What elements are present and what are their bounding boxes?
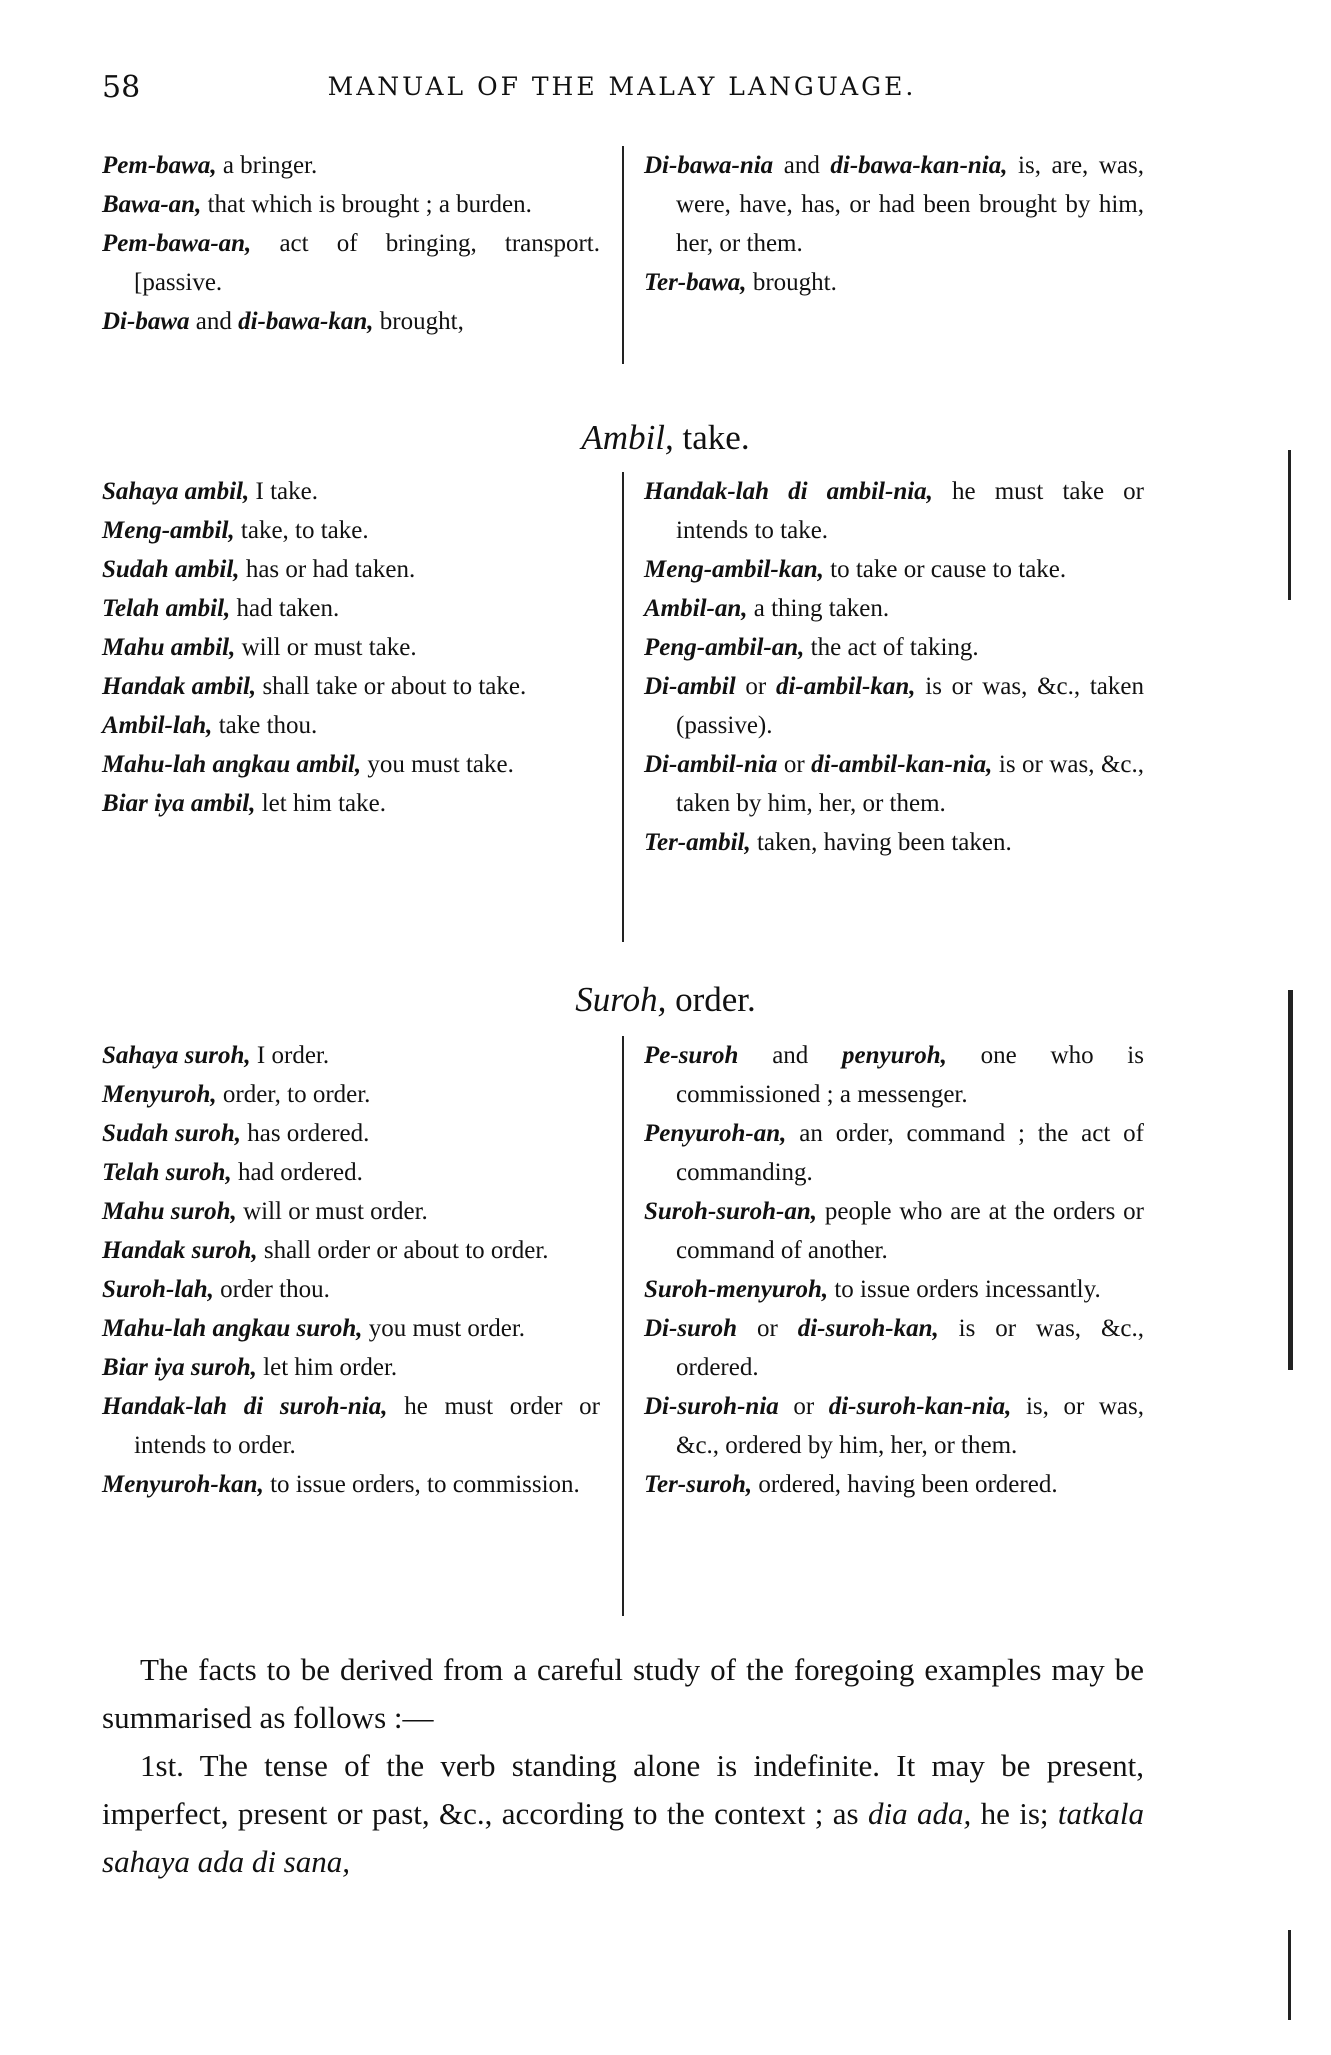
glossary-entry — [644, 589, 1144, 628]
english-gloss: taken, having been taken. — [750, 829, 1012, 856]
glossary-entry — [102, 1153, 600, 1192]
malay-term: Di-suroh — [644, 1315, 738, 1342]
malay-term: Di-suroh-nia — [644, 1393, 779, 1420]
malay-term: Menyuroh-kan, — [102, 1471, 264, 1498]
english-gloss: and — [738, 1042, 843, 1069]
english-gloss: let him order. — [256, 1354, 398, 1381]
malay-term: di-ambil-kan-nia, — [811, 751, 993, 778]
glossary-entry — [644, 1036, 1144, 1114]
malay-term: di-suroh-kan-nia, — [828, 1393, 1012, 1420]
english-gloss: he must order or intends to order. — [134, 1393, 600, 1459]
english-gloss: and — [773, 152, 831, 179]
english-gloss: had ordered. — [231, 1159, 363, 1186]
english-gloss: to take or cause to take. — [823, 556, 1067, 583]
english-gloss: to issue orders incessantly. — [828, 1276, 1101, 1303]
glossary-entry — [102, 1387, 600, 1465]
malay-term: Di-ambil-nia — [644, 751, 778, 778]
english-gloss: will or must take. — [235, 634, 417, 661]
malay-term: di-bawa-kan-nia, — [830, 152, 1008, 179]
page-number: 58 — [102, 70, 141, 105]
english-gloss: he must take or intends to take. — [676, 478, 1145, 544]
english-gloss: to issue orders, to commission. — [263, 1471, 580, 1498]
malay-term: Di-ambil — [644, 673, 736, 700]
malay-term: Telah suroh, — [102, 1159, 232, 1186]
heading-gloss: take. — [673, 418, 750, 457]
malay-term: Ter-suroh, — [644, 1471, 753, 1498]
glossary-entry — [102, 628, 600, 667]
english-gloss: act of bringing, transport. [passive. — [134, 230, 600, 296]
glossary-entry — [644, 472, 1144, 550]
malay-term: Pe-suroh — [644, 1042, 739, 1069]
paragraph — [102, 1742, 1144, 1886]
glossary-entry — [644, 745, 1144, 823]
english-gloss: I take. — [249, 478, 318, 505]
english-gloss: had taken. — [230, 595, 340, 622]
glossary-entry — [102, 784, 600, 823]
malay-term: Biar iya suroh, — [102, 1354, 257, 1381]
right-column — [644, 146, 1144, 302]
english-gloss: let him take. — [255, 790, 387, 817]
paragraph: The facts to be derived from a careful study of the foregoing examples may be summarised as follows :— — [102, 1652, 1144, 1735]
glossary-entry — [102, 146, 600, 185]
english-gloss: or — [778, 1393, 829, 1420]
english-gloss: people who are at the orders or command of another. — [676, 1198, 1144, 1264]
glossary-entry — [644, 1465, 1144, 1504]
glossary-entry — [644, 1114, 1144, 1192]
glossary-entry — [644, 1192, 1144, 1270]
malay-term: Suroh-lah, — [102, 1276, 214, 1303]
left-column — [102, 472, 600, 823]
malay-term: Suroh-menyuroh, — [644, 1276, 829, 1303]
glossary-entry — [102, 1270, 600, 1309]
left-column — [102, 1036, 600, 1504]
glossary-entry — [102, 472, 600, 511]
english-gloss: the act of taking. — [804, 634, 979, 661]
malay-term: Peng-ambil-an, — [644, 634, 805, 661]
english-gloss: is, are, was, were, have, has, or had been brought by him, her, or them. — [676, 152, 1144, 257]
english-gloss: is or was, &c., taken by him, her, or them. — [676, 751, 1145, 817]
right-column — [644, 1036, 1144, 1504]
malay-term: Telah ambil, — [102, 595, 231, 622]
english-gloss: take, to take. — [234, 517, 369, 544]
malay-term: di-bawa-kan, — [238, 308, 374, 335]
malay-term: Mahu-lah angkau suroh, — [102, 1315, 363, 1342]
column-divider — [622, 1036, 624, 1616]
english-gloss: is or was, &c., taken (passive). — [676, 673, 1144, 739]
malay-term: Sahaya suroh, — [102, 1042, 251, 1069]
english-gloss: a bringer. — [216, 152, 318, 179]
english-gloss: and — [189, 308, 239, 335]
body-text — [102, 1646, 1144, 1886]
english-gloss: you must take. — [361, 751, 514, 778]
malay-term: Ter-ambil, — [644, 829, 751, 856]
english-gloss: has ordered. — [240, 1120, 370, 1147]
malay-term: Mahu-lah angkau ambil, — [102, 751, 362, 778]
glossary-entry — [102, 1348, 600, 1387]
glossary-entry — [102, 1036, 600, 1075]
glossary-entry — [102, 1114, 600, 1153]
english-gloss: brought. — [746, 269, 837, 296]
glossary-entry — [102, 1075, 600, 1114]
malay-term: Handak-lah di suroh-nia, — [102, 1393, 388, 1420]
malay-term: Ambil-an, — [644, 595, 748, 622]
english-gloss: a thing taken. — [747, 595, 890, 622]
glossary-entry — [644, 1387, 1144, 1465]
malay-term: Menyuroh, — [102, 1081, 217, 1108]
heading-word: Suroh, — [575, 980, 667, 1019]
glossary-entry — [644, 628, 1144, 667]
left-column — [102, 146, 600, 341]
glossary-entry — [102, 224, 600, 302]
glossary-entry — [102, 1309, 600, 1348]
heading-gloss: order. — [666, 980, 756, 1019]
glossary-entry — [102, 550, 600, 589]
malay-term: Ambil-lah, — [102, 712, 213, 739]
english-gloss: brought, — [373, 308, 464, 335]
heading-word: Ambil, — [581, 418, 674, 457]
glossary-entry — [102, 745, 600, 784]
page-edge-mark — [1288, 450, 1291, 600]
glossary-entry — [102, 589, 600, 628]
english-gloss: take thou. — [212, 712, 318, 739]
malay-term: Mahu suroh, — [102, 1198, 237, 1225]
english-gloss: order, to order. — [216, 1081, 371, 1108]
english-gloss: or — [737, 1315, 798, 1342]
section-heading-suroh — [0, 980, 1331, 1020]
english-gloss: is or was, &c., ordered. — [676, 1315, 1144, 1381]
glossary-entry — [102, 706, 600, 745]
malay-term: Penyuroh-an, — [644, 1120, 787, 1147]
page-edge-mark — [1288, 990, 1293, 1370]
paragraph-text: he is; — [971, 1796, 1058, 1831]
malay-term: Sahaya ambil, — [102, 478, 250, 505]
glossary-entry — [644, 263, 1144, 302]
english-gloss: shall order or about to order. — [257, 1237, 549, 1264]
english-gloss: you must order. — [362, 1315, 526, 1342]
malay-term: penyuroh, — [842, 1042, 947, 1069]
section-heading-ambil — [0, 418, 1331, 458]
english-gloss: will or must order. — [236, 1198, 428, 1225]
english-gloss: has or had taken. — [239, 556, 416, 583]
malay-term: Biar iya ambil, — [102, 790, 256, 817]
glossary-entry — [644, 667, 1144, 745]
english-gloss: I order. — [250, 1042, 330, 1069]
glossary-entry — [102, 1231, 600, 1270]
column-divider — [622, 472, 624, 942]
malay-term: Suroh-suroh-an, — [644, 1198, 818, 1225]
glossary-entry — [644, 1270, 1144, 1309]
english-gloss: or — [735, 673, 776, 700]
glossary-entry — [644, 146, 1144, 263]
glossary-entry — [102, 185, 600, 224]
page-edge-mark — [1288, 1930, 1291, 2020]
glossary-entry — [102, 667, 600, 706]
english-gloss: one who is commissioned ; a messenger. — [676, 1042, 1144, 1108]
malay-term: Handak suroh, — [102, 1237, 258, 1264]
english-gloss: that which is brought ; a burden. — [201, 191, 532, 218]
malay-term: Pem-bawa-an, — [102, 230, 252, 257]
malay-term: di-ambil-kan, — [775, 673, 916, 700]
malay-term: Ter-bawa, — [644, 269, 747, 296]
malay-term: Mahu ambil, — [102, 634, 236, 661]
malay-term: Sudah suroh, — [102, 1120, 241, 1147]
malay-term: di-suroh-kan, — [797, 1315, 939, 1342]
malay-term: Bawa-an, — [102, 191, 202, 218]
glossary-entry — [102, 1192, 600, 1231]
malay-term: Meng-ambil, — [102, 517, 235, 544]
malay-term: Meng-ambil-kan, — [644, 556, 824, 583]
malay-term: Sudah ambil, — [102, 556, 240, 583]
glossary-entry — [644, 1309, 1144, 1387]
malay-term: Handak ambil, — [102, 673, 257, 700]
english-gloss: is, or was, &c., ordered by him, her, or them. — [676, 1393, 1144, 1459]
english-gloss: order thou. — [213, 1276, 330, 1303]
glossary-entry — [644, 550, 1144, 589]
glossary-entry — [644, 823, 1144, 862]
malay-term: Di-bawa — [102, 308, 190, 335]
english-gloss: or — [777, 751, 812, 778]
malay-phrase: tatkala sahaya ada di sana, — [102, 1796, 1144, 1879]
running-title: MANUAL OF THE MALAY LANGUAGE. — [327, 72, 917, 101]
malay-term: Di-bawa-nia — [644, 152, 774, 179]
column-divider — [622, 146, 624, 364]
english-gloss: shall take or about to take. — [256, 673, 527, 700]
glossary-entry — [102, 1465, 600, 1504]
english-gloss: an order, command ; the act of commanding. — [676, 1120, 1144, 1186]
page-header — [102, 70, 1142, 110]
glossary-entry — [102, 302, 600, 341]
right-column — [644, 472, 1144, 862]
paragraph-text: 1st. The tense of the verb standing alone is indefinite. It may be present, imperfect, present or past, &c., according to the context ; as — [102, 1748, 1144, 1831]
glossary-entry — [102, 511, 600, 550]
malay-term: Pem-bawa, — [102, 152, 217, 179]
malay-phrase: dia ada, — [867, 1796, 972, 1831]
english-gloss: ordered, having been ordered. — [752, 1471, 1058, 1498]
malay-term: Handak-lah di ambil-nia, — [644, 478, 933, 505]
